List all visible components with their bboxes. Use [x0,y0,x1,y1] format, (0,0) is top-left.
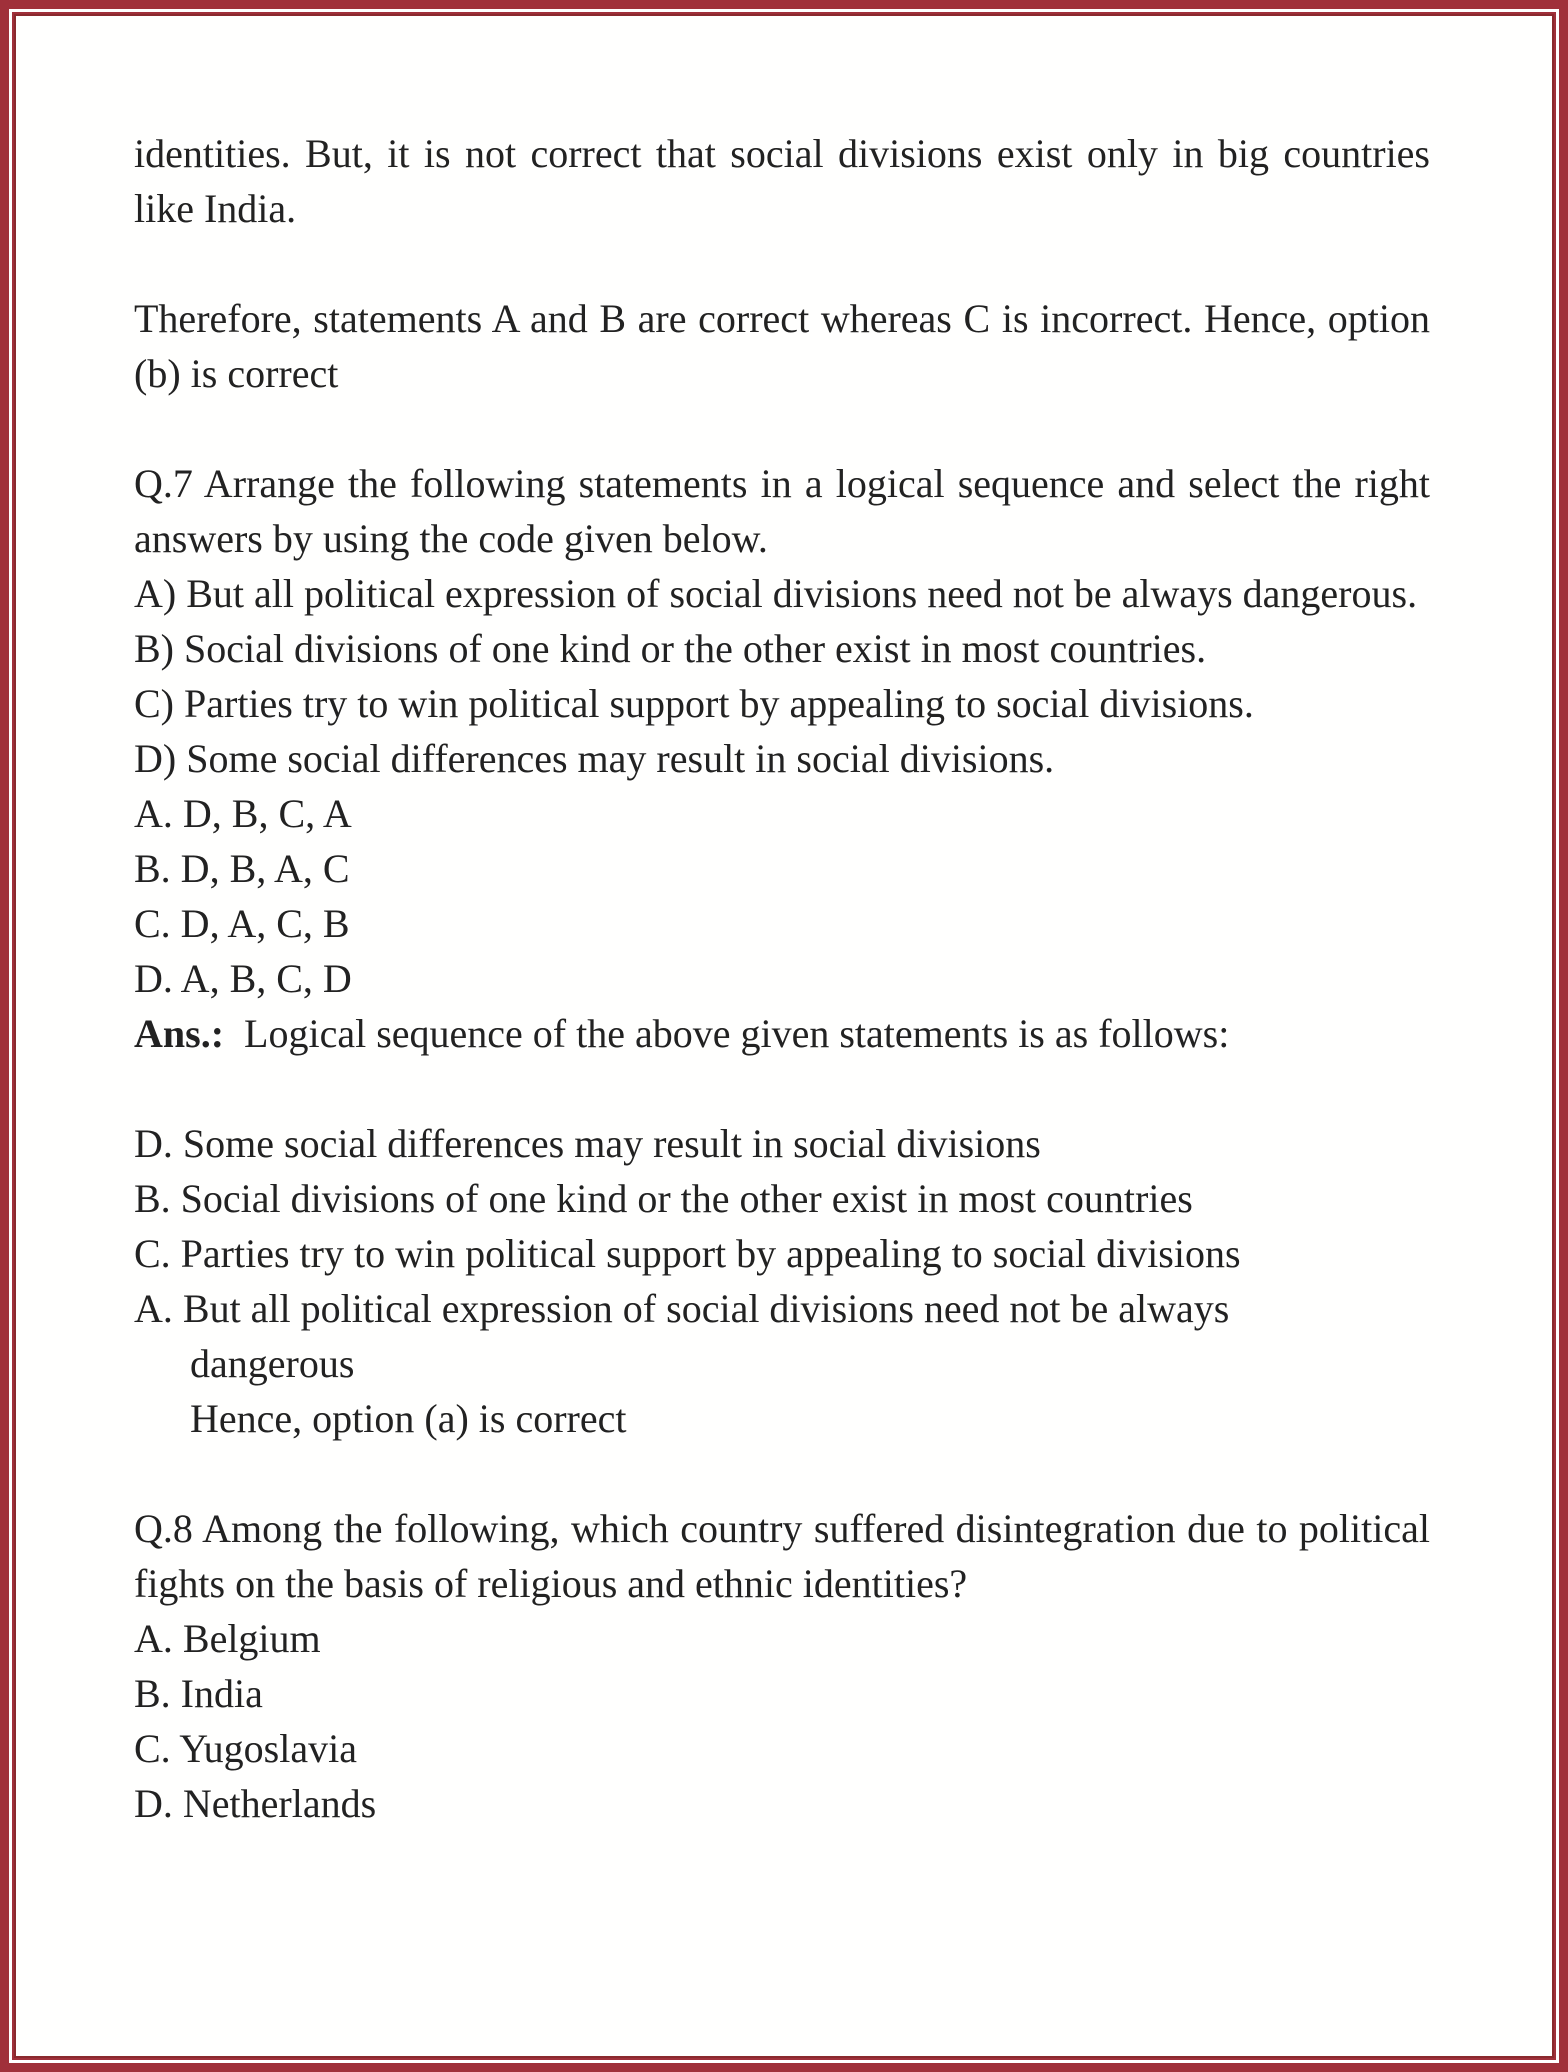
q7-option-d: D. A, B, C, D [134,956,352,1001]
q8-question: Q.8 Among the following, which country suffered disintegration due to political fights on the basis of religious and ethnic identities? [134,1506,1430,1606]
answer-label: Ans.: [134,1011,225,1056]
q7-sequence-3: C. Parties try to win political support by appealing to social divisions [134,1231,1241,1276]
q7-question: Q.7 Arrange the following statements in a logical sequence and select the right answers by using the code given below. [134,461,1430,561]
q7-statement-d: D) Some social differences may result in social divisions. [134,736,1055,781]
q8-option-b: B. India [134,1671,263,1716]
answer-intro: Logical sequence of the above given statements is as follows: [244,1011,1230,1056]
q7-option-a: A. D, B, C, A [134,791,352,836]
q7-sequence-1: D. Some social differences may result in social divisions [134,1121,1041,1166]
q7-option-b: B. D, B, A, C [134,846,350,891]
q8-option-c: C. Yugoslavia [134,1726,357,1771]
q7-statement-c: C) Parties try to win political support by appealing to social divisions. [134,681,1254,726]
q7-sequence-2: B. Social divisions of one kind or the other exist in most countries [134,1176,1193,1221]
q8-option-d: D. Netherlands [134,1781,377,1826]
q6-conclusion: Therefore, statements A and B are correct whereas C is incorrect. Hence, option (b) is correct [134,296,1430,396]
q7-statement-b: B) Social divisions of one kind or the other exist in most countries. [134,626,1207,671]
q7-conclusion: Hence, option (a) is correct [190,1396,627,1441]
q7-statement-a: A) But all political expression of social divisions need not be always dangerous. [134,571,1418,616]
q7-sequence-4-continuation: dangerous [190,1341,355,1386]
q7-sequence-4: A. But all political expression of social divisions need not be always [134,1286,1230,1331]
q7-answer-line [134,1006,1430,1061]
q8-option-a: A. Belgium [134,1616,321,1661]
continuation-text: identities. But, it is not correct that social divisions exist only in big countries like India. [134,131,1430,231]
document-content [134,126,1430,1831]
q7-option-c: C. D, A, C, B [134,901,350,946]
